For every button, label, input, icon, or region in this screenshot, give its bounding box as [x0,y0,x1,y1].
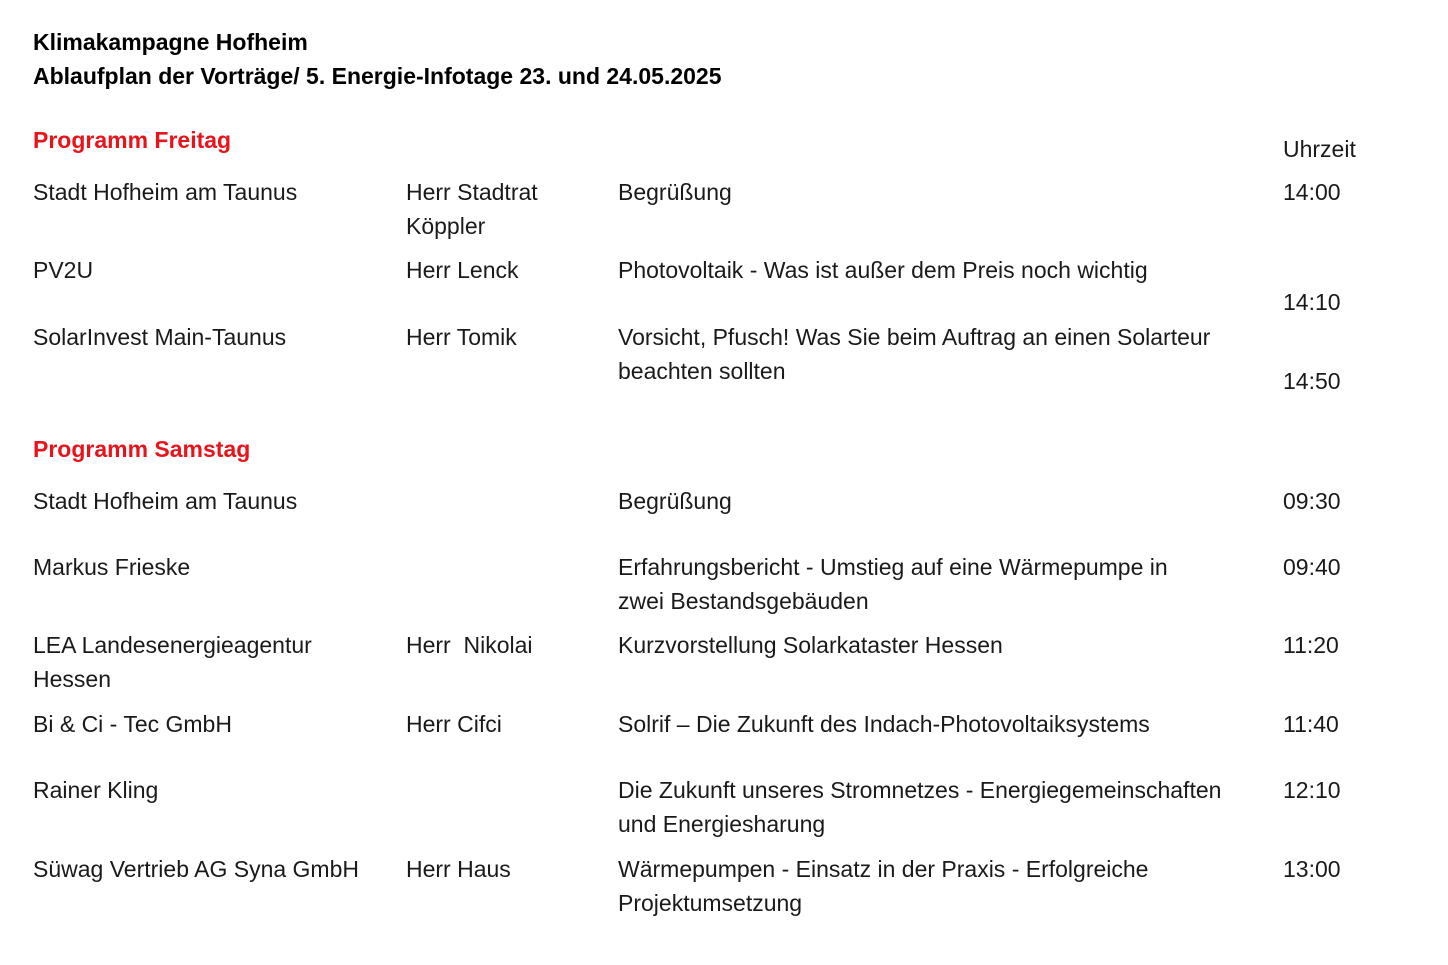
speaker-line: Herr Stadtrat [406,179,538,205]
schedule-org: Süwag Vertrieb AG Syna GmbH [33,856,359,882]
schedule-time: 09:30 [1283,488,1341,514]
topic-line: Die Zukunft unseres Stromnetzes - Energiegemeinschaften [618,777,1222,803]
org-line: Hessen [33,666,111,692]
topic-line: und Energiesharung [618,811,826,837]
schedule-org: Bi & Ci - Tec GmbH [33,711,232,737]
schedule-speaker [406,175,538,243]
schedule-topic [618,320,1210,388]
topic-line: beachten sollten [618,358,786,384]
schedule-speaker: Herr Haus [406,856,511,882]
schedule-time: 13:00 [1283,856,1341,882]
schedule-topic [618,550,1168,618]
topic-line: Erfahrungsbericht - Umstieg auf eine Wärmepumpe in [618,554,1168,580]
schedule-speaker: Herr Nikolai [406,632,533,658]
document-title-line2: Ablaufplan der Vorträge/ 5. Energie-Infotage 23. und 24.05.2025 [33,63,722,89]
schedule-time: 14:50 [1283,368,1341,394]
section-heading-saturday: Programm Samstag [33,436,251,462]
topic-line: Wärmepumpen - Einsatz in der Praxis - Erfolgreiche [618,856,1149,882]
schedule-speaker: Herr Tomik [406,324,517,350]
schedule-topic: Photovoltaik - Was ist außer dem Preis noch wichtig [618,257,1148,283]
schedule-speaker: Herr Cifci [406,711,502,737]
schedule-topic: Solrif – Die Zukunft des Indach-Photovoltaiksystems [618,711,1150,737]
schedule-time: 12:10 [1283,777,1341,803]
schedule-time: 14:10 [1283,289,1341,315]
section-heading-friday: Programm Freitag [33,127,232,153]
schedule-topic: Begrüßung [618,488,732,514]
document-title-line1: Klimakampagne Hofheim [33,29,308,55]
schedule-org: Rainer Kling [33,777,159,803]
schedule-time: 11:40 [1283,711,1339,737]
schedule-time: 14:00 [1283,179,1341,205]
org-line: LEA Landesenergieagentur [33,632,312,658]
topic-line: Vorsicht, Pfusch! Was Sie beim Auftrag an einen Solarteur [618,324,1211,350]
schedule-org: Stadt Hofheim am Taunus [33,179,298,205]
schedule-topic [618,773,1221,841]
time-column-header: Uhrzeit [1283,136,1356,162]
schedule-topic: Kurzvorstellung Solarkataster Hessen [618,632,1003,658]
topic-line: Projektumsetzung [618,890,803,916]
speaker-line: Köppler [406,213,486,239]
schedule-org: PV2U [33,257,94,283]
schedule-time: 09:40 [1283,554,1341,580]
schedule-topic [618,852,1148,920]
topic-line: zwei Bestandsgebäuden [618,588,869,614]
schedule-org: SolarInvest Main-Taunus [33,324,287,350]
schedule-org [33,628,312,696]
schedule-time: 11:20 [1283,632,1339,658]
schedule-org: Stadt Hofheim am Taunus [33,488,298,514]
schedule-speaker: Herr Lenck [406,257,519,283]
schedule-topic: Begrüßung [618,179,732,205]
schedule-org: Markus Frieske [33,554,191,580]
